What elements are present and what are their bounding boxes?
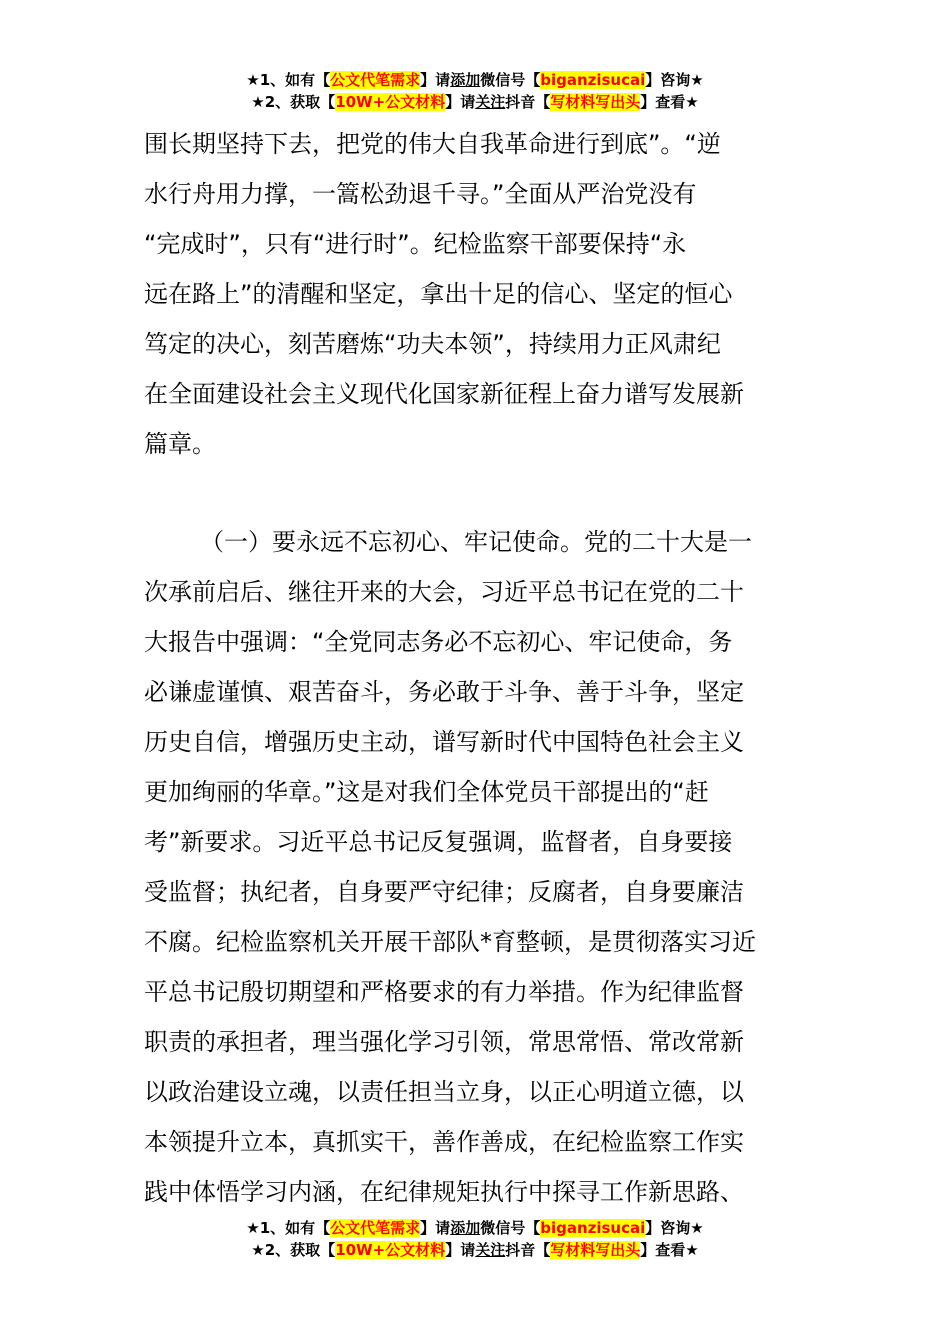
- text-line: 本领提升立本，真抓实干，善作善成，在纪检监察工作实: [144, 1128, 744, 1156]
- text-line: 笃定的决心，刻苦磨炼“功夫本领”，持续用力正风肃纪: [144, 330, 721, 358]
- banner-line-2: ★2、获取【10W+公文材料】请关注抖音【写材料写出头】查看★: [251, 1241, 699, 1259]
- text-line: 受监督；执纪者，自身要严守纪律；反腐者，自身要廉洁: [144, 878, 744, 906]
- text-line: 篇章。: [144, 430, 216, 458]
- highlight-ghostwriting: 公文代笔需求: [330, 1219, 421, 1237]
- douyin-account: 写材料写出头: [550, 93, 641, 111]
- text-line: “完成时”，只有“进行时”。纪检监察干部要保持“永: [144, 230, 687, 258]
- footer-banner: [0, 1217, 950, 1261]
- text-line: 远在路上”的清醒和坚定，拿出十足的信心、坚定的恒心: [144, 280, 733, 308]
- text-line: 考”新要求。习近平总书记反复强调，监督者，自身要接: [144, 828, 733, 856]
- text-line: 更加绚丽的华章。”这是对我们全体党员干部提出的“赶: [144, 778, 709, 806]
- section-heading-line: （一）要永远不忘初心、牢记使命。党的二十大是一: [200, 528, 752, 556]
- text-line: 围长期坚持下去，把党的伟大自我革命进行到底”。“逆: [144, 130, 721, 158]
- text-line: 以政治建设立魂，以责任担当立身，以正心明道立德，以: [144, 1078, 744, 1106]
- banner-line-2: ★2、获取【10W+公文材料】请关注抖音【写材料写出头】查看★: [251, 93, 699, 111]
- text-line: 践中体悟学习内涵，在纪律规矩执行中探寻工作新思路、: [144, 1178, 744, 1206]
- text-line: 不腐。纪检监察机关开展干部队*育整顿，是贯彻落实习近: [144, 928, 756, 956]
- banner-line-1: ★1、如有【公文代笔需求】请添加微信号【biganzisucai】咨询★: [246, 71, 704, 89]
- text-line: 职责的承担者，理当强化学习引领，常思常悟、常改常新: [144, 1028, 744, 1056]
- wechat-id: biganzisucai: [540, 1219, 646, 1237]
- header-banner: [0, 69, 950, 113]
- text-line: 历史自信，增强历史主动，谱写新时代中国特色社会主义: [144, 728, 744, 756]
- highlight-materials: 10W+公文材料: [335, 1241, 446, 1259]
- text-line: 次承前启后、继往开来的大会，习近平总书记在党的二十: [144, 578, 744, 606]
- wechat-id: biganzisucai: [540, 71, 646, 89]
- text-line: 必谦虚谨慎、艰苦奋斗，务必敢于斗争、善于斗争，坚定: [144, 678, 744, 706]
- douyin-account: 写材料写出头: [550, 1241, 641, 1259]
- highlight-materials: 10W+公文材料: [335, 93, 446, 111]
- text-line: 水行舟用力撑，一篙松劲退千寻。”全面从严治党没有: [144, 180, 697, 208]
- text-line: 在全面建设社会主义现代化国家新征程上奋力谱写发展新: [144, 380, 744, 408]
- text-line: 大报告中强调：“全党同志务必不忘初心、牢记使命，务: [144, 628, 733, 656]
- text-line: 平总书记殷切期望和严格要求的有力举措。作为纪律监督: [144, 978, 744, 1006]
- banner-line-1: ★1、如有【公文代笔需求】请添加微信号【biganzisucai】咨询★: [246, 1219, 704, 1237]
- highlight-ghostwriting: 公文代笔需求: [330, 71, 421, 89]
